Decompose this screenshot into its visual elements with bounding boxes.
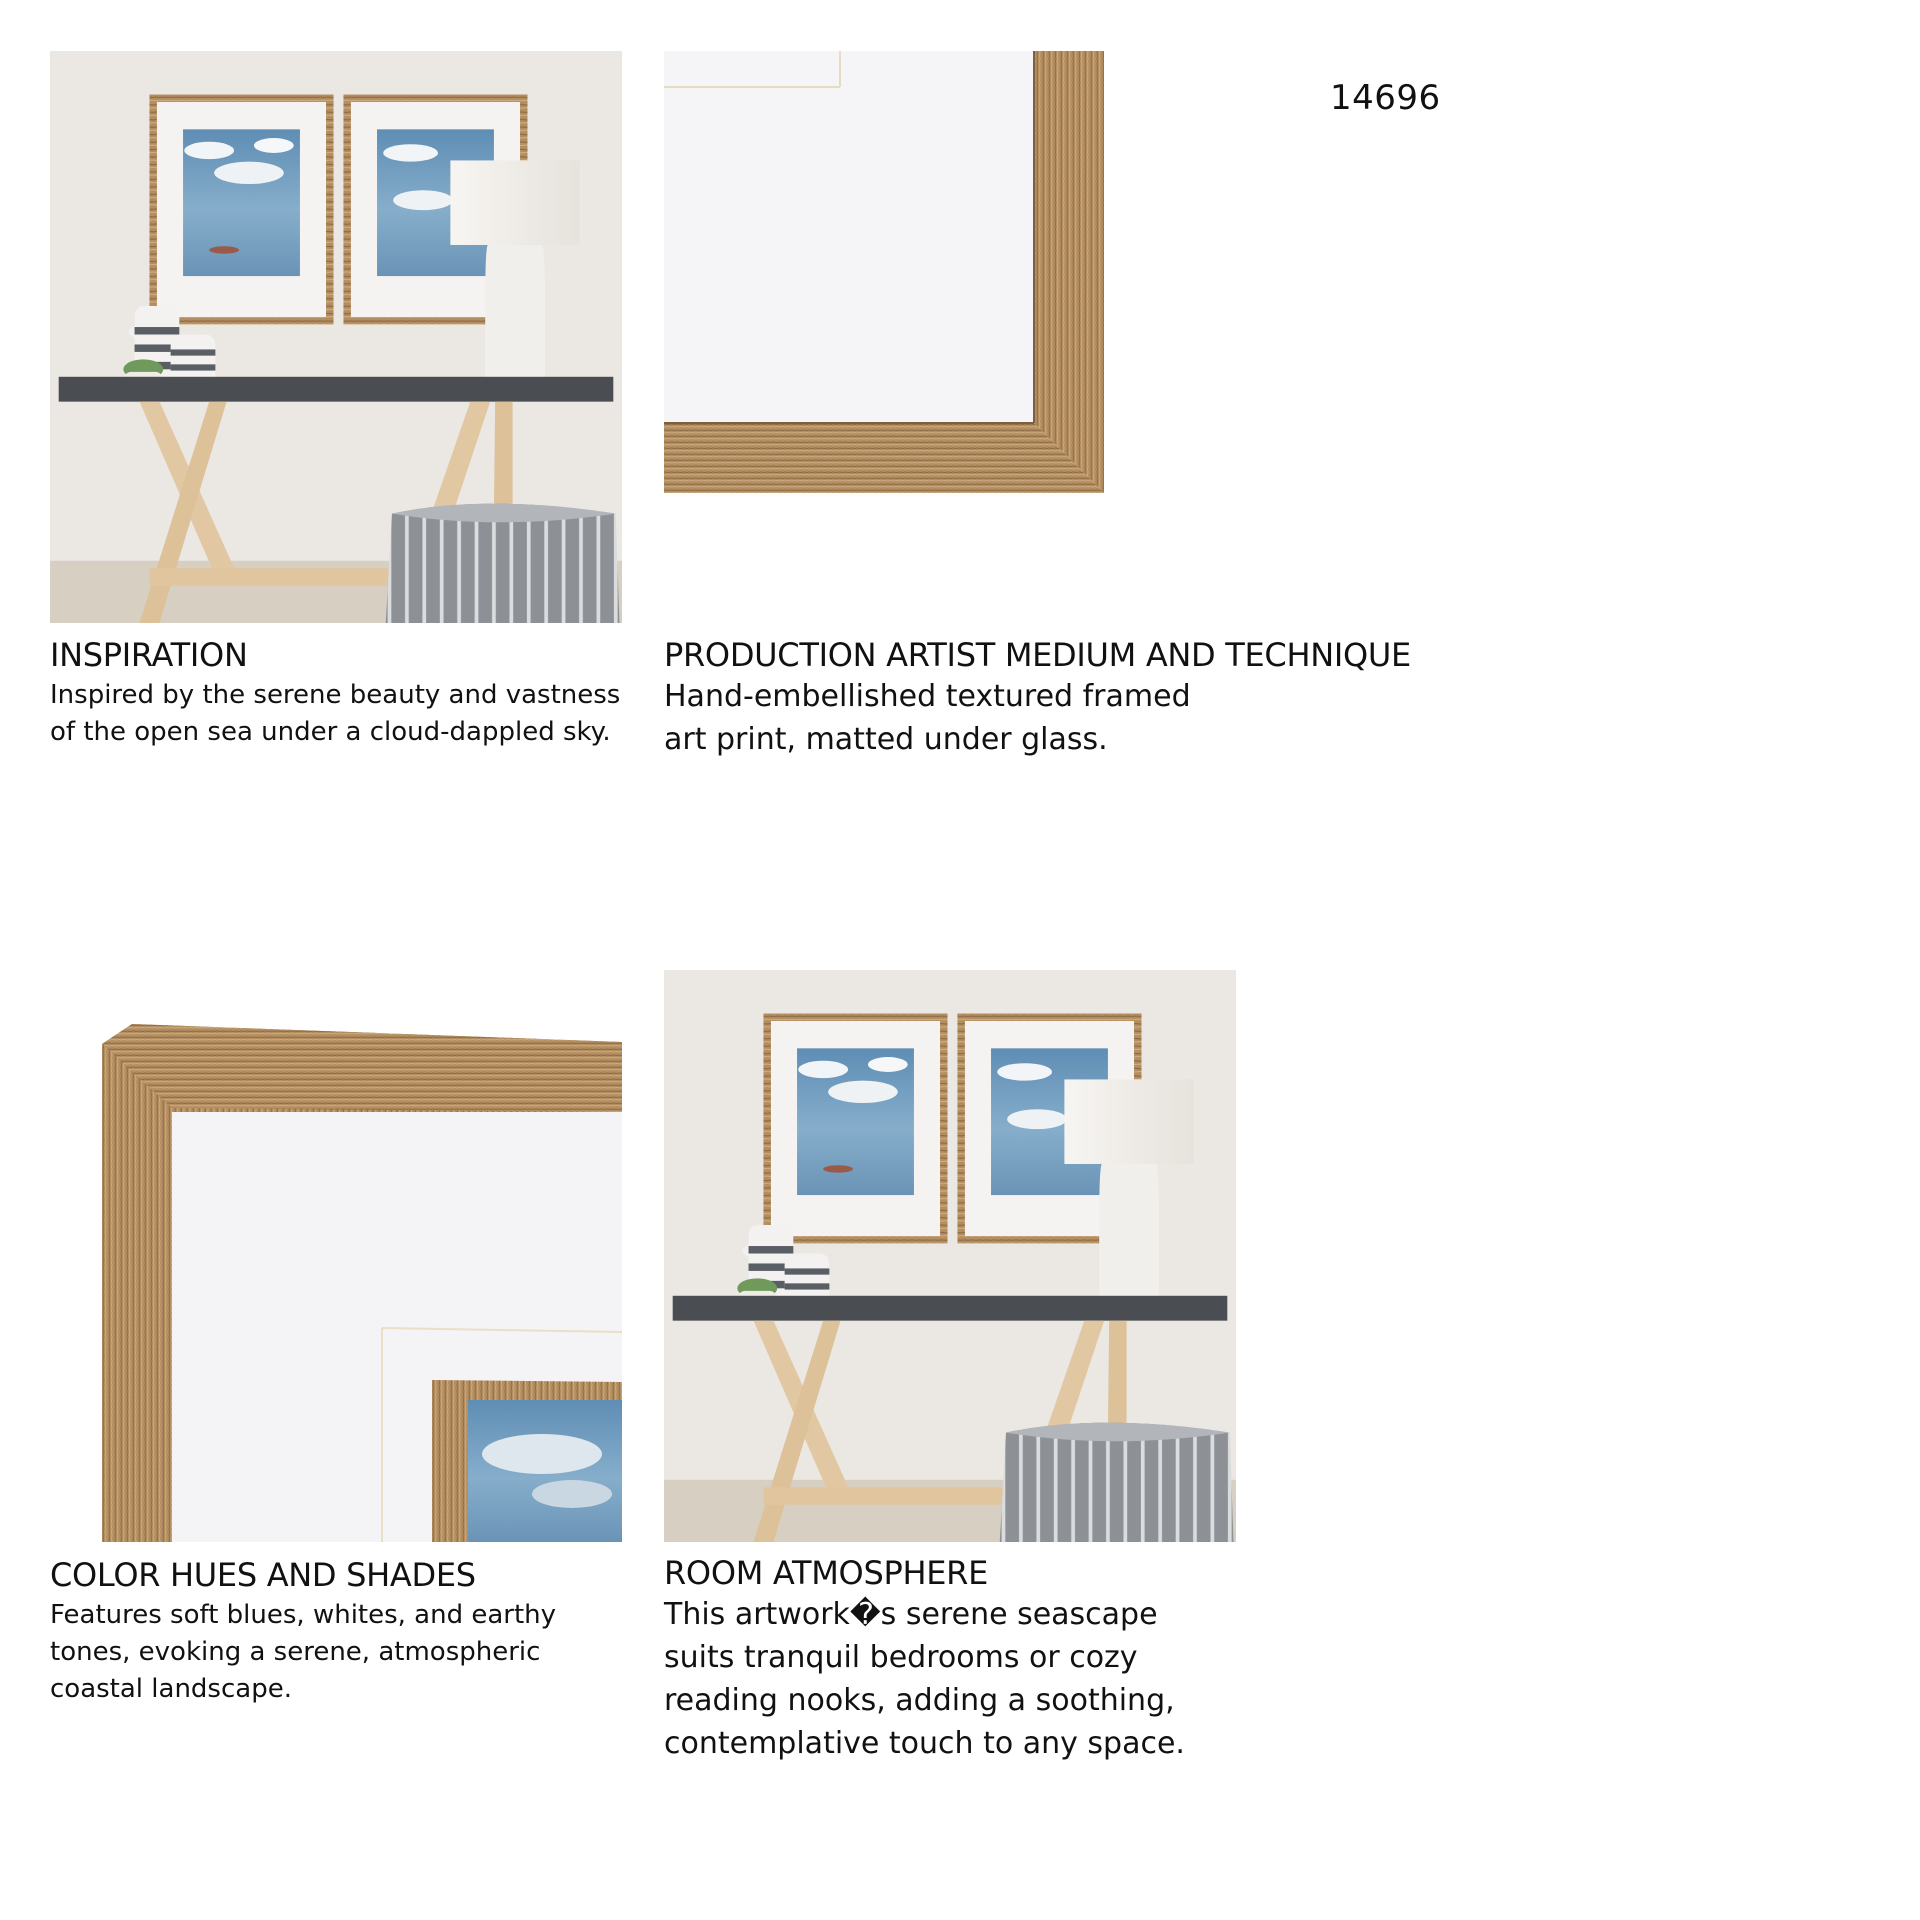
color-title: COLOR HUES AND SHADES xyxy=(50,1556,476,1594)
inspiration-section xyxy=(50,638,630,751)
sku-number: 14696 xyxy=(1330,78,1441,118)
room-atmosphere-photo xyxy=(664,970,1236,1542)
inspiration-title: INSPIRATION xyxy=(50,636,248,674)
production-text: Hand-embellished textured framed art print, matted under glass. xyxy=(664,679,1191,758)
color-text: Features soft blues, whites, and earthy tones, evoking a serene, atmospheric coastal landscape. xyxy=(50,1600,557,1705)
production-section xyxy=(664,636,1411,761)
color-section xyxy=(50,1558,630,1708)
inspiration-photo xyxy=(50,51,622,623)
room-section xyxy=(664,1556,1254,1765)
frame-detail-photo xyxy=(664,51,1104,493)
room-title: ROOM ATMOSPHERE xyxy=(664,1554,988,1592)
inspiration-text: Inspired by the serene beauty and vastness of the open sea under a cloud-dappled sky. xyxy=(50,680,621,748)
room-text: This artwork�s serene seascape suits tranquil bedrooms or cozy reading nooks, adding a soothing, contemplative touch to any space. xyxy=(664,1597,1185,1762)
color-detail-photo xyxy=(102,1024,622,1542)
production-title: PRODUCTION ARTIST MEDIUM AND TECHNIQUE xyxy=(664,636,1411,674)
